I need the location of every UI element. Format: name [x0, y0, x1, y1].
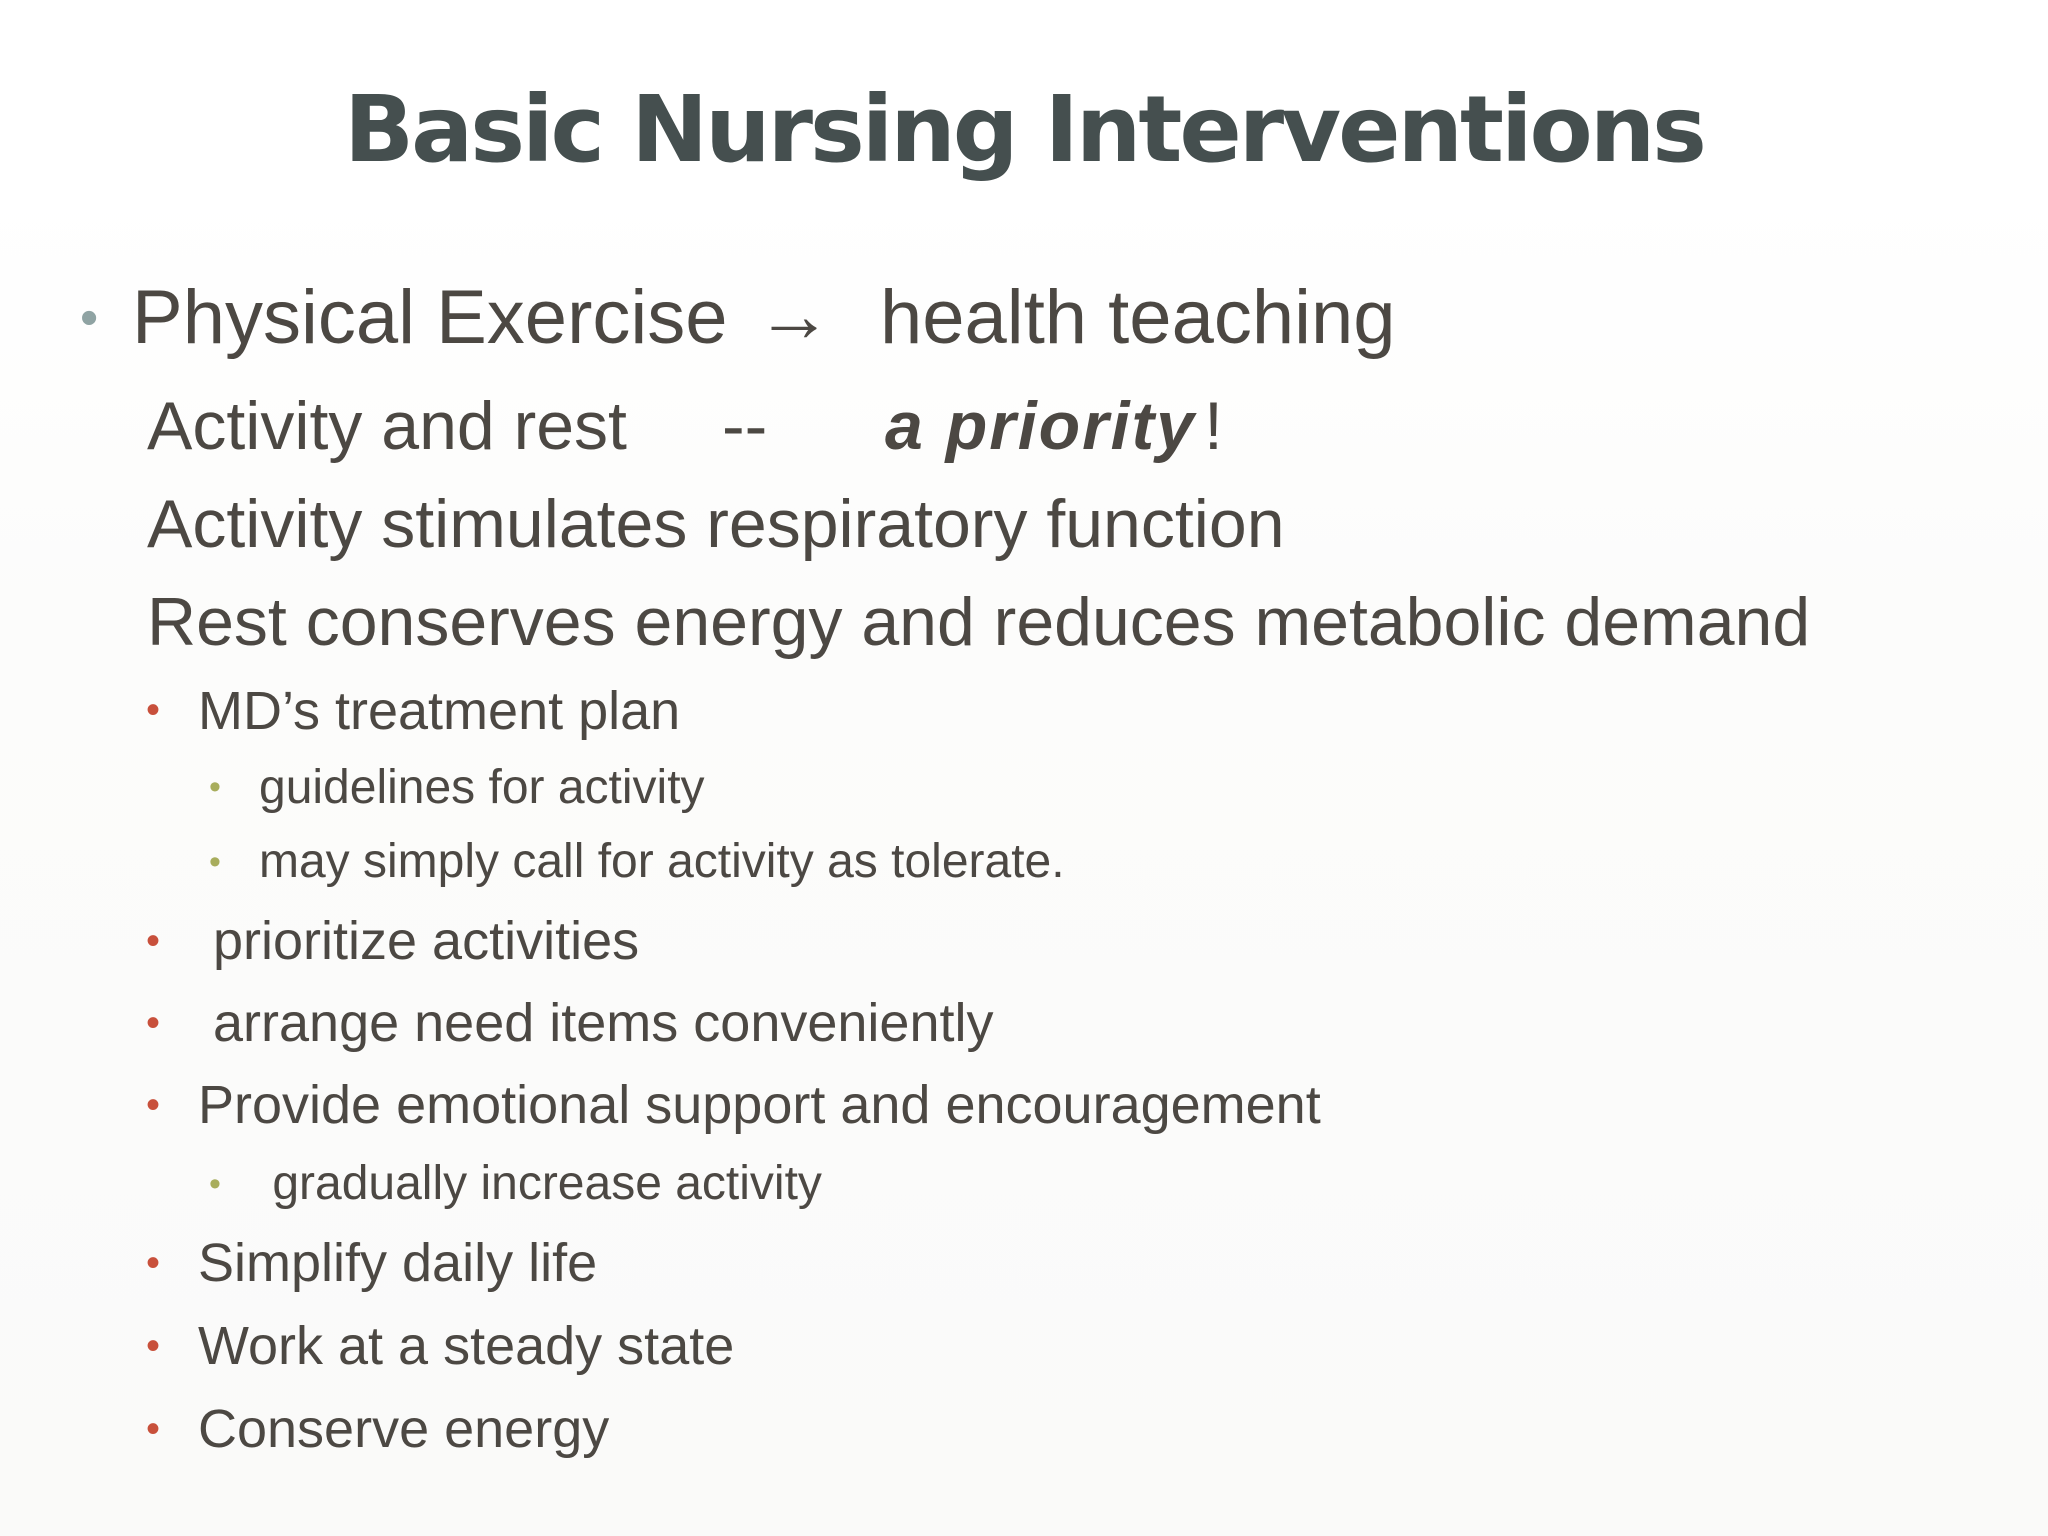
list-bullet: • [146, 688, 161, 732]
list-bullet: • [146, 1001, 161, 1045]
priority-emphasis: a priority [885, 388, 1196, 464]
list-item: may simply call for activity as tolerate. [259, 835, 1065, 888]
list-item: MD’s treatment plan [198, 681, 681, 741]
activity-rest-dash: -- [722, 388, 768, 464]
priority-exclamation: ! [1204, 388, 1223, 464]
list-bullet: • [146, 919, 161, 963]
list-item: guidelines for activity [259, 761, 705, 814]
stimulates-line: Activity stimulates respiratory function [147, 486, 1285, 562]
list-item: Provide emotional support and encouragement [198, 1075, 1321, 1135]
list-item: prioritize activities [198, 911, 640, 971]
list-bullet: • [146, 1083, 161, 1127]
arrow-icon: → [756, 273, 832, 358]
slide-title: Basic Nursing Interventions [344, 76, 1704, 183]
rest-line: Rest conserves energy and reduces metabolic demand [147, 584, 1811, 660]
list-bullet: • [209, 1165, 221, 1203]
list-item: arrange need items conveniently [198, 993, 994, 1053]
list-bullet: • [146, 1324, 161, 1368]
list-bullet: • [209, 768, 221, 806]
list-item: gradually increase activity [259, 1157, 822, 1210]
main-bullet: • [80, 289, 99, 347]
list-bullet: • [146, 1407, 161, 1451]
list-item: Conserve energy [198, 1399, 610, 1459]
activity-rest-label: Activity and rest [147, 388, 627, 464]
heading-right: health teaching [880, 275, 1396, 360]
list-bullet: • [146, 1241, 161, 1285]
heading-left: Physical Exercise [132, 275, 728, 360]
list-item: Work at a steady state [198, 1316, 735, 1376]
list-item: Simplify daily life [198, 1233, 598, 1293]
list-bullet: • [209, 843, 221, 881]
